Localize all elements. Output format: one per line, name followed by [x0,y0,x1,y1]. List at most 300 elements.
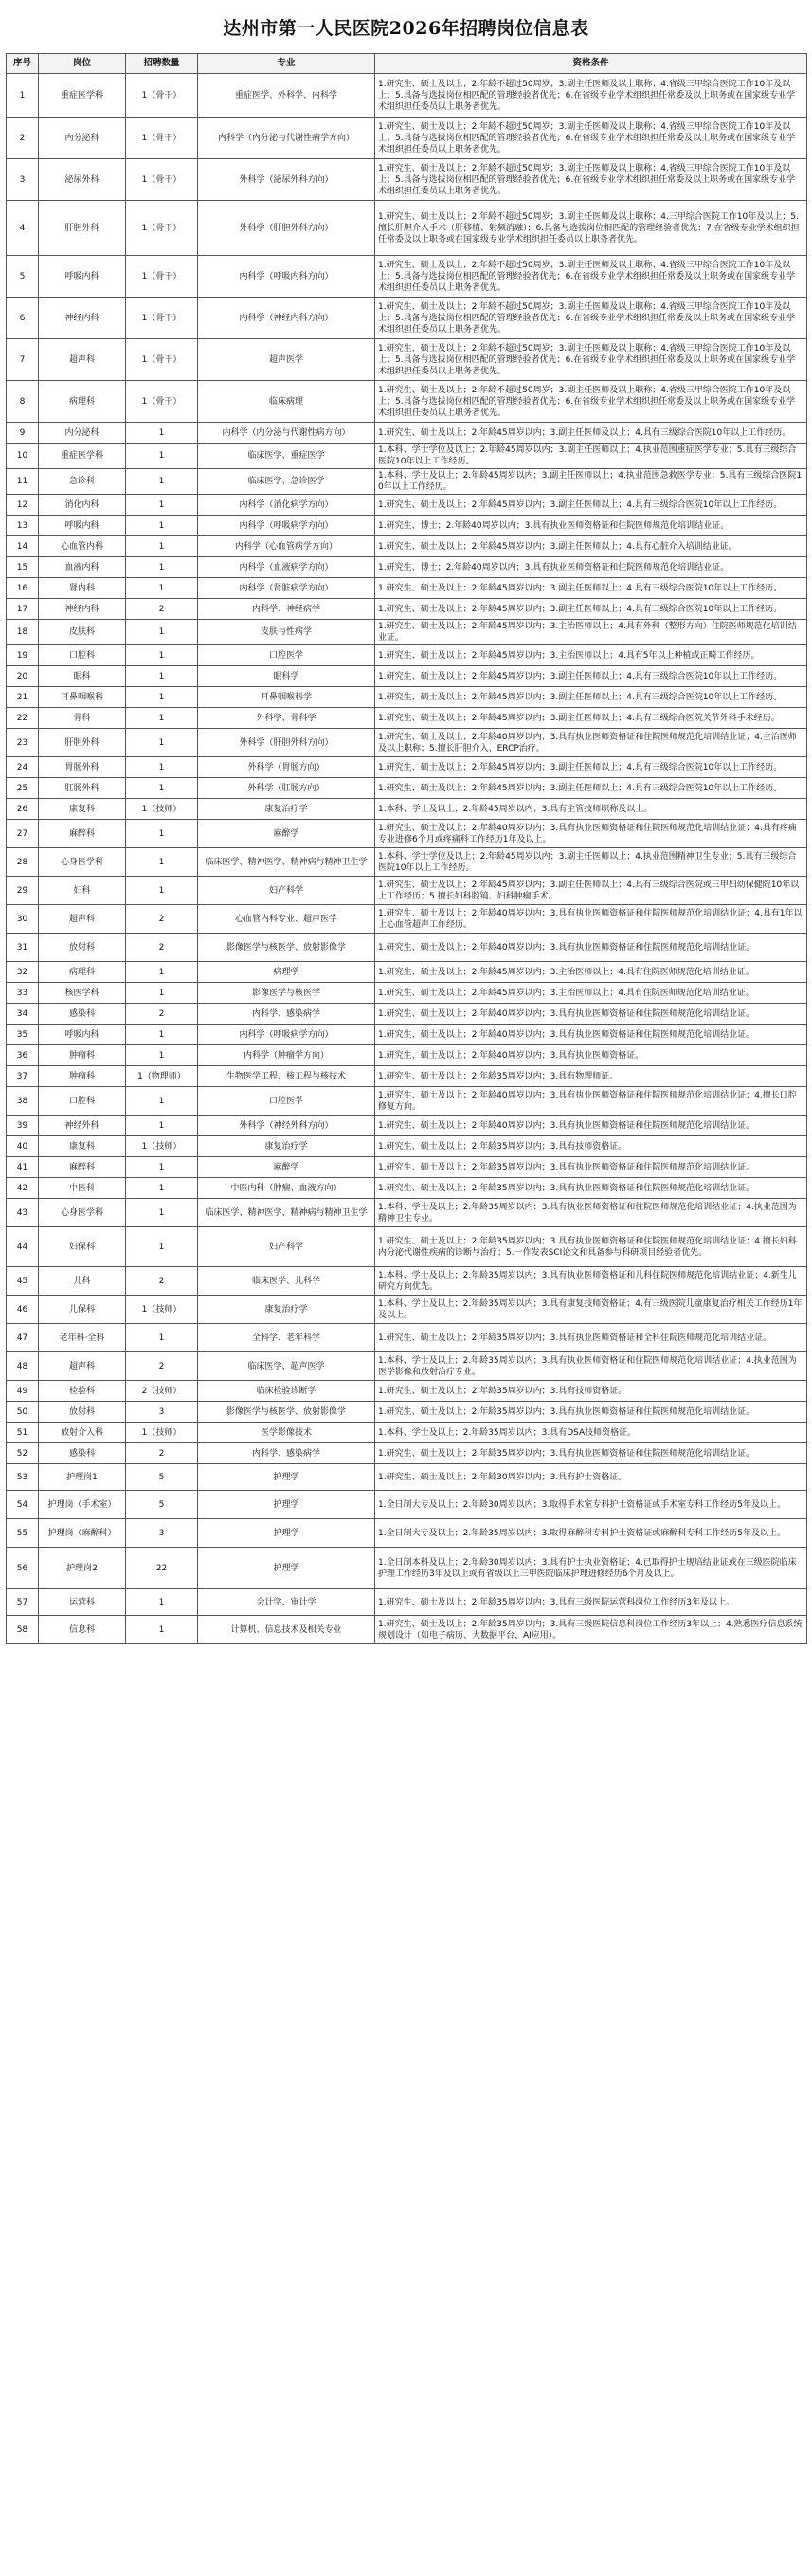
cell-count: 1 [126,1324,198,1352]
cell-major: 皮肤与性病学 [198,620,375,645]
cell-post: 呼吸内科 [39,256,126,298]
cell-number: 30 [7,905,39,934]
cell-count: 1 [126,495,198,516]
cell-number: 58 [7,1616,39,1644]
cell-post: 肝胆外科 [39,201,126,256]
cell-major: 内科学（内分泌与代谢性病方向） [198,423,375,444]
cell-number: 44 [7,1227,39,1267]
table-row [7,729,807,757]
cell-major: 内科学、神经病学 [198,599,375,620]
table-row [7,1178,807,1199]
table-row [7,962,807,983]
cell-post: 心身医学科 [39,848,126,877]
cell-major: 外科学（肝胆外科方向） [198,201,375,256]
table-row [7,687,807,708]
cell-number: 36 [7,1045,39,1066]
cell-post: 麻醉科 [39,820,126,848]
cell-requirements: 1.研究生、硕士及以上；2.年龄35周岁以内；3.具有技师资格证。 [375,1381,807,1402]
cell-requirements: 1.研究生、硕士及以上；2.年龄45周岁以内；3.主治医师以上；4.具有5年以上种植或正畸工作经历。 [375,645,807,666]
cell-number: 50 [7,1402,39,1423]
cell-number: 48 [7,1352,39,1381]
cell-number: 29 [7,877,39,905]
cell-requirements: 1.研究生、硕士及以上；2.年龄35周岁以内；3.具有技师资格证。 [375,1136,807,1157]
table-row [7,1045,807,1066]
cell-requirements: 1.本科、学士及以上；2.年龄35周岁以内；3.具有执业医师资格证和住院医师规范化培训结业证；4.执业范围为医学影像和放射治疗专业。 [375,1352,807,1381]
cell-major: 临床医学、精神医学、精神病与精神卫生学 [198,848,375,877]
cell-count: 1（骨干） [126,298,198,339]
cell-count: 1（骨干） [126,74,198,118]
cell-number: 45 [7,1267,39,1296]
cell-count: 1（技师） [126,1423,198,1443]
cell-requirements: 1.研究生、硕士及以上；2.年龄35周岁以内；3.具有三级医院信息科岗位工作经历3年以上；4.熟悉医疗信息系统规划设计（如电子病历、大数据平台、AI应用）。 [375,1616,807,1644]
cell-count: 2（技师） [126,1381,198,1402]
cell-requirements: 1.本科、学士及以上；2.年龄35周岁以内；3.具有DSA技师资格证。 [375,1423,807,1443]
cell-count: 2 [126,1267,198,1296]
table-row [7,1519,807,1548]
cell-major: 康复治疗学 [198,799,375,820]
cell-count: 2 [126,599,198,620]
cell-number: 3 [7,159,39,201]
cell-post: 皮肤科 [39,620,126,645]
cell-post: 胃肠外科 [39,757,126,778]
cell-number: 55 [7,1519,39,1548]
cell-number: 12 [7,495,39,516]
cell-post: 肿瘤科 [39,1066,126,1087]
cell-count: 1（物理师） [126,1066,198,1087]
cell-count: 3 [126,1402,198,1423]
cell-major: 妇产科学 [198,1227,375,1267]
cell-count: 1 [126,1589,198,1616]
cell-major: 生物医学工程、核工程与核技术 [198,1066,375,1087]
table-row [7,557,807,578]
cell-post: 麻醉科 [39,1157,126,1178]
table-row [7,423,807,444]
cell-post: 检验科 [39,1381,126,1402]
cell-major: 内科学（消化病学方向） [198,495,375,516]
cell-number: 6 [7,298,39,339]
cell-count: 1（技师） [126,799,198,820]
cell-post: 病理科 [39,962,126,983]
cell-count: 1（骨干） [126,159,198,201]
cell-post: 神经内科 [39,599,126,620]
cell-number: 46 [7,1296,39,1324]
cell-requirements: 1.研究生、硕士及以上；2.年龄45周岁以内；3.副主任医师以上；4.具有三级综合医院10年以上工作经历。 [375,599,807,620]
cell-number: 18 [7,620,39,645]
cell-major: 护理学 [198,1464,375,1491]
cell-count: 1（骨干） [126,201,198,256]
cell-requirements: 1.研究生、硕士及以上；2.年龄不超过50周岁；3.副主任医师及以上职称；4.三甲综合医院工作10年及以上；5.擅长肝胆介入手术（肝移植、射频消融）；6.具备与选拔岗位相匹配的管理经验者优先；7.在省级专业学术组织担任常委及以上职务或在国家级专业学术组织担任委员以上职务者优先。 [375,201,807,256]
cell-number: 4 [7,201,39,256]
table-header [7,54,807,74]
cell-requirements: 1.研究生、硕士及以上；2.年龄45周岁以内；3.副主任医师以上；4.具有三级综合医院或三甲妇幼保健院10年以上工作经历；5.擅长妇科腔镜、妇科肿瘤手术。 [375,877,807,905]
cell-count: 1 [126,444,198,469]
table-row [7,1116,807,1136]
cell-count: 1 [126,1616,198,1644]
cell-major: 外科学（神经外科方向） [198,1116,375,1136]
cell-number: 20 [7,666,39,687]
table-row [7,1402,807,1423]
cell-count: 1 [126,1157,198,1178]
cell-requirements: 1.本科、学士学位及以上；2.年龄45周岁以内；3.副主任医师以上；4.执业范围精神卫生专业；5.具有三级综合医院10年以上工作经历。 [375,848,807,877]
cell-count: 2 [126,1352,198,1381]
cell-post: 妇科 [39,877,126,905]
table-row [7,1423,807,1443]
cell-major: 影像医学与核医学 [198,983,375,1004]
cell-requirements: 1.研究生、硕士及以上；2.年龄40周岁以内；3.具有执业医师资格证和住院医师规范化培训结业证。 [375,1116,807,1136]
table-row [7,1491,807,1519]
cell-number: 56 [7,1548,39,1589]
cell-number: 10 [7,444,39,469]
cell-count: 22 [126,1548,198,1589]
cell-requirements: 1.研究生、博士；2.年龄40周岁以内；3.具有执业医师资格证和住院医师规范化培训结业证。 [375,557,807,578]
cell-requirements: 1.研究生、硕士及以上；2.年龄45周岁以内；3.主治医师以上；4.具有住院医师规范化培训结业证。 [375,983,807,1004]
cell-requirements: 1.研究生、硕士及以上；2.年龄35周岁以内；3.具有执业医师资格证和住院医师规范化培训结业证；4.擅长妇科内分泌代谢性疾病的诊断与治疗；5.一作发表SCI论文和具备参与科研项目经验者优先。 [375,1227,807,1267]
cell-count: 1 [126,687,198,708]
cell-count: 5 [126,1491,198,1519]
table-row [7,516,807,536]
cell-post: 眼科 [39,666,126,687]
cell-number: 21 [7,687,39,708]
cell-requirements: 1.研究生、硕士及以上；2.年龄不超过50周岁；3.副主任医师及以上职称；4.省级三甲综合医院工作10年及以上；5.具备与选拔岗位相匹配的管理经验者优先；6.在省级专业学术组织担任常委及以上职务或在国家级专业学术组织担任委员以上职务者优先。 [375,339,807,381]
cell-count: 1 [126,1045,198,1066]
cell-requirements: 1.研究生、硕士及以上；2.年龄40周岁以内；3.具有执业医师资格证。 [375,1045,807,1066]
cell-requirements: 1.研究生、硕士及以上；2.年龄45周岁以内；3.副主任医师以上；4.具有三级综合医院10年以上工作经历。 [375,778,807,799]
cell-requirements: 1.研究生、硕士及以上；2.年龄40周岁以内；3.具有执业医师资格证和住院医师规范化培训结业证。 [375,934,807,962]
cell-number: 16 [7,578,39,599]
cell-requirements: 1.研究生、硕士及以上；2.年龄30周岁以内；3.具有护士资格证。 [375,1464,807,1491]
cell-requirements: 1.研究生、硕士及以上；2.年龄45周岁以内；3.副主任医师及以上；4.具有三级综合医院10年以上工作经历。 [375,423,807,444]
cell-count: 1（技师） [126,1136,198,1157]
cell-post: 妇保科 [39,1227,126,1267]
cell-requirements: 1.研究生、硕士及以上；2.年龄40周岁以内；3.具有执业医师资格证和住院医师规范化培训结业证。 [375,1025,807,1045]
table-row [7,536,807,557]
document-title: 达州市第一人民医院2026年招聘岗位信息表 [223,17,589,39]
header-count: 招聘数量 [126,54,198,74]
cell-count: 1 [126,1227,198,1267]
table-row [7,599,807,620]
cell-post: 护理岗1 [39,1464,126,1491]
cell-count: 1 [126,1025,198,1045]
cell-major: 内科学（呼吸病学方向） [198,516,375,536]
cell-requirements: 1.研究生、硕士及以上；2.年龄45周岁以内；3.副主任医师以上；4.具有三级综合医院关节外科手术经历。 [375,708,807,729]
table-row [7,1004,807,1025]
cell-number: 42 [7,1178,39,1199]
cell-requirements: 1.研究生、硕士及以上；2.年龄45周岁以内；3.副主任医师以上；4.具有三级综合医院10年以上工作经历。 [375,578,807,599]
cell-major: 眼科学 [198,666,375,687]
recruitment-table [6,53,807,1644]
table-row [7,1548,807,1589]
cell-post: 急诊科 [39,469,126,495]
cell-major: 全科学、老年科学 [198,1324,375,1352]
cell-count: 2 [126,1004,198,1025]
cell-requirements: 1.研究生、硕士及以上；2.年龄35周岁以内；3.具有执业医师资格证和住院医师规范化培训结业证。 [375,1178,807,1199]
cell-post: 耳鼻咽喉科 [39,687,126,708]
cell-requirements: 1.研究生、硕士及以上；2.年龄不超过50周岁；3.副主任医师及以上职称；4.省级三甲综合医院工作10年及以上；5.具备与选拔岗位相匹配的管理经验者优先；6.在省级专业学术组织担任常委及以上职务或在国家级专业学术组织担任委员以上职务者优先。 [375,298,807,339]
cell-count: 5 [126,1464,198,1491]
cell-post: 放射科 [39,934,126,962]
cell-number: 28 [7,848,39,877]
cell-requirements: 1.研究生、硕士及以上；2.年龄45周岁以内；3.副主任医师以上；4.具有三级综合医院10年以上工作经历。 [375,687,807,708]
cell-post: 护理岗（手术室） [39,1491,126,1519]
cell-count: 1 [126,1116,198,1136]
cell-number: 1 [7,74,39,118]
table-row [7,201,807,256]
table-row [7,1066,807,1087]
table-row [7,1025,807,1045]
cell-count: 1 [126,729,198,757]
cell-major: 外科学（肛肠方向） [198,778,375,799]
table-row [7,1616,807,1644]
table-row [7,298,807,339]
cell-number: 40 [7,1136,39,1157]
cell-requirements: 1.研究生、硕士及以上；2.年龄35周岁以内；3.具有三级医院运营科岗位工作经历3年及以上。 [375,1589,807,1616]
cell-count: 1 [126,645,198,666]
cell-requirements: 1.研究生、硕士及以上；2.年龄不超过50周岁；3.副主任医师及以上职称；4.省级三甲综合医院工作10年及以上；5.具备与选拔岗位相匹配的管理经验者优先；6.在省级专业学术组织担任常委及以上职务或在国家级专业学术组织担任委员以上职务者优先。 [375,381,807,423]
table-row [7,1589,807,1616]
cell-count: 1 [126,708,198,729]
cell-major: 内科学（呼吸病学方向） [198,1025,375,1045]
cell-count: 1（骨干） [126,256,198,298]
cell-requirements: 1.研究生、硕士及以上；2.年龄45周岁以内；3.主治医师以上；4.具有外科（整形方向）住院医师规范化培训结业证。 [375,620,807,645]
cell-count: 1 [126,516,198,536]
cell-requirements: 1.研究生、硕士及以上；2.年龄35周岁以内；3.具有物理师证。 [375,1066,807,1087]
table-container [6,53,806,1644]
table-row [7,905,807,934]
table-row [7,666,807,687]
cell-number: 5 [7,256,39,298]
cell-number: 17 [7,599,39,620]
cell-post: 呼吸内科 [39,516,126,536]
cell-requirements: 1.全日制大专及以上；2.年龄35周岁以内；3.取得麻醉科专科护士资格证或麻醉科专科工作经历5年及以上。 [375,1519,807,1548]
cell-post: 超声科 [39,905,126,934]
table-row [7,1227,807,1267]
cell-post: 心血管内科 [39,536,126,557]
cell-major: 临床医学、儿科学 [198,1267,375,1296]
cell-major: 耳鼻咽喉科学 [198,687,375,708]
cell-post: 超声科 [39,339,126,381]
header-requirements: 资格条件 [375,54,807,74]
cell-number: 19 [7,645,39,666]
cell-major: 口腔医学 [198,1087,375,1116]
table-row [7,118,807,159]
cell-major: 重症医学、外科学、内科学 [198,74,375,118]
cell-major: 内科学（血液病学方向） [198,557,375,578]
cell-requirements: 1.研究生、硕士及以上；2.年龄不超过50周岁；3.副主任医师及以上职称；4.省级三甲综合医院工作10年及以上；5.具备与选拔岗位相匹配的管理经验者优先；6.在省级专业学术组织担任常委及以上职务或在国家级专业学术组织担任委员以上职务者优先。 [375,159,807,201]
cell-number: 7 [7,339,39,381]
cell-post: 放射科 [39,1402,126,1423]
cell-number: 52 [7,1443,39,1464]
cell-count: 1 [126,620,198,645]
cell-major: 临床病理 [198,381,375,423]
cell-number: 14 [7,536,39,557]
table-row [7,877,807,905]
cell-count: 1 [126,757,198,778]
cell-count: 1 [126,983,198,1004]
cell-post: 康复科 [39,799,126,820]
cell-number: 39 [7,1116,39,1136]
cell-major: 内科学、感染病学 [198,1004,375,1025]
table-row [7,381,807,423]
cell-requirements: 1.全日制大专及以上；2.年龄30周岁以内；3.取得手术室专科护士资格证或手术室专科工作经历5年及以上。 [375,1491,807,1519]
cell-count: 1 [126,820,198,848]
cell-major: 内科学（呼吸内科方向） [198,256,375,298]
cell-requirements: 1.研究生、硕士及以上；2.年龄40周岁以内；3.具有执业医师资格证和住院医师规范化培训结业证。 [375,1004,807,1025]
cell-major: 内科学（肿瘤学方向） [198,1045,375,1066]
cell-number: 33 [7,983,39,1004]
cell-requirements: 1.本科、学士及以上；2.年龄35周岁以内；3.具有执业医师资格证和儿科住院医师规范化培训结业证；4.新生儿研究方向优先。 [375,1267,807,1296]
cell-major: 康复治疗学 [198,1296,375,1324]
cell-number: 15 [7,557,39,578]
table-row [7,820,807,848]
table-row [7,469,807,495]
cell-post: 内分泌科 [39,423,126,444]
cell-requirements: 1.研究生、硕士及以上；2.年龄40周岁以内；3.具有执业医师资格证和住院医师规范化培训结业证；4.具有1年以上心血管超声工作经历。 [375,905,807,934]
cell-post: 核医学科 [39,983,126,1004]
cell-post: 重症医学科 [39,74,126,118]
cell-number: 13 [7,516,39,536]
cell-count: 1 [126,877,198,905]
cell-requirements: 1.本科、学士及以上；2.年龄35周岁以内；3.具有康复技师资格证；4.有三级医院儿童康复治疗相关工作经历1年及以上。 [375,1296,807,1324]
table-row [7,757,807,778]
cell-number: 31 [7,934,39,962]
cell-post: 感染科 [39,1004,126,1025]
cell-major: 口腔医学 [198,645,375,666]
cell-post: 老年科·全科 [39,1324,126,1352]
table-row [7,159,807,201]
cell-post: 骨科 [39,708,126,729]
cell-count: 3 [126,1519,198,1548]
cell-count: 1 [126,557,198,578]
cell-major: 外科学（泌尿外科方向） [198,159,375,201]
table-row [7,799,807,820]
cell-requirements: 1.研究生、硕士及以上；2.年龄45周岁以内；3.副主任医师以上；4.具有三级综合医院10年以上工作经历。 [375,666,807,687]
table-row [7,848,807,877]
cell-major: 临床医学、超声医学 [198,1352,375,1381]
table-row [7,74,807,118]
cell-number: 32 [7,962,39,983]
cell-major: 临床医学、精神医学、精神病与精神卫生学 [198,1199,375,1227]
table-row [7,256,807,298]
table-row [7,778,807,799]
cell-number: 8 [7,381,39,423]
cell-requirements: 1.研究生、硕士及以上；2.年龄35周岁以内；3.具有执业医师资格证和住院医师规范化培训结业证。 [375,1443,807,1464]
cell-major: 外科学、骨科学 [198,708,375,729]
cell-major: 病理学 [198,962,375,983]
cell-number: 51 [7,1423,39,1443]
cell-major: 内科学（神经内科方向） [198,298,375,339]
cell-requirements: 1.研究生、硕士及以上；2.年龄45周岁以内；3.副主任医师以上；4.具有心脏介入培训结业证。 [375,536,807,557]
cell-major: 康复治疗学 [198,1136,375,1157]
cell-post: 血液内科 [39,557,126,578]
cell-count: 1 [126,1199,198,1227]
cell-post: 肿瘤科 [39,1045,126,1066]
cell-requirements: 1.研究生、硕士及以上；2.年龄40周岁以内；3.具有执业医师资格证和住院医师规范化培训结业证；4.具有疼痛专业进修6个月或疼痛科工作经历1年及以上。 [375,820,807,848]
cell-major: 护理学 [198,1548,375,1589]
cell-number: 26 [7,799,39,820]
cell-number: 47 [7,1324,39,1352]
cell-major: 临床检验诊断学 [198,1381,375,1402]
cell-number: 34 [7,1004,39,1025]
cell-major: 内科学（内分泌与代谢性病学方向） [198,118,375,159]
cell-post: 内分泌科 [39,118,126,159]
cell-count: 1（骨干） [126,381,198,423]
cell-post: 肾内科 [39,578,126,599]
cell-requirements: 1.研究生、硕士及以上；2.年龄35周岁以内；3.具有执业医师资格证和全科住院医师规范化培训结业证。 [375,1324,807,1352]
cell-major: 内科学（肾脏病学方向） [198,578,375,599]
table-row [7,1267,807,1296]
table-row [7,620,807,645]
cell-requirements: 1.本科、学士及以上；2.年龄45周岁以内；3.具有主管技师职称及以上。 [375,799,807,820]
cell-requirements: 1.本科、学士学位及以上；2.年龄45周岁以内；3.副主任医师以上；4.执业范围重症医学专业；5.具有三级综合医院10年以上工作经历。 [375,444,807,469]
cell-requirements: 1.研究生、硕士及以上；2.年龄不超过50周岁；3.副主任医师及以上职称；4.省级三甲综合医院工作10年及以上；5.具备与选拔岗位相匹配的管理经验者优先；6.在省级专业学术组织担任常委及以上职务或在国家级专业学术组织担任委员以上职务者优先。 [375,74,807,118]
cell-major: 临床医学、重症医学 [198,444,375,469]
cell-post: 口腔科 [39,1087,126,1116]
table-row [7,1464,807,1491]
cell-post: 呼吸内科 [39,1025,126,1045]
cell-major: 内科学、感染病学 [198,1443,375,1464]
cell-post: 肝胆外科 [39,729,126,757]
cell-requirements: 1.全日制本科及以上；2.年龄30周岁以内；3.具有护士执业资格证；4.已取得护士规培结业证或在三级医院临床护理工作经历3年及以上或有省级以上三甲医院临床护理进修经历6个月及以上。 [375,1548,807,1589]
table-row [7,1136,807,1157]
cell-number: 27 [7,820,39,848]
cell-number: 37 [7,1066,39,1087]
cell-count: 1 [126,666,198,687]
table-body [7,74,807,1644]
cell-count: 1（骨干） [126,118,198,159]
cell-post: 中医科 [39,1178,126,1199]
cell-major: 外科学（胃肠方向） [198,757,375,778]
table-row [7,645,807,666]
table-row [7,339,807,381]
cell-major: 计算机、信息技术及相关专业 [198,1616,375,1644]
table-row [7,708,807,729]
cell-number: 49 [7,1381,39,1402]
cell-count: 2 [126,1443,198,1464]
cell-count: 1 [126,536,198,557]
cell-number: 53 [7,1464,39,1491]
cell-major: 会计学、审计学 [198,1589,375,1616]
table-row [7,578,807,599]
cell-post: 重症医学科 [39,444,126,469]
cell-post: 护理岗2 [39,1548,126,1589]
table-row [7,1352,807,1381]
cell-post: 放射介入科 [39,1423,126,1443]
cell-major: 内科学（心血管病学方向） [198,536,375,557]
cell-requirements: 1.研究生、硕士及以上；2.年龄40周岁以内；3.具有执业医师资格证和住院医师规范化培训结业证；4.主治医师及以上职称；5.擅长肝胆介入、ERCP治疗。 [375,729,807,757]
cell-post: 口腔科 [39,645,126,666]
header-no: 序号 [7,54,39,74]
cell-major: 妇产科学 [198,877,375,905]
cell-count: 1 [126,578,198,599]
cell-post: 肛肠外科 [39,778,126,799]
cell-post: 消化内科 [39,495,126,516]
cell-requirements: 1.本科、学士及以上；2.年龄35周岁以内；3.具有执业医师资格证和住院医师规范化培训结业证；4.执业范围为精神卫生专业。 [375,1199,807,1227]
cell-count: 1 [126,962,198,983]
table-row [7,1296,807,1324]
cell-requirements: 1.研究生、硕士及以上；2.年龄40周岁以内；3.具有执业医师资格证和住院医师规范化培训结业证；4.擅长口腔修复方向。 [375,1087,807,1116]
cell-post: 儿科 [39,1267,126,1296]
cell-post: 康复科 [39,1136,126,1157]
header-major: 专业 [198,54,375,74]
cell-major: 超声医学 [198,339,375,381]
cell-number: 41 [7,1157,39,1178]
table-row [7,495,807,516]
cell-count: 2 [126,934,198,962]
cell-count: 1 [126,1178,198,1199]
table-row [7,1199,807,1227]
cell-count: 1 [126,778,198,799]
cell-post: 超声科 [39,1352,126,1381]
